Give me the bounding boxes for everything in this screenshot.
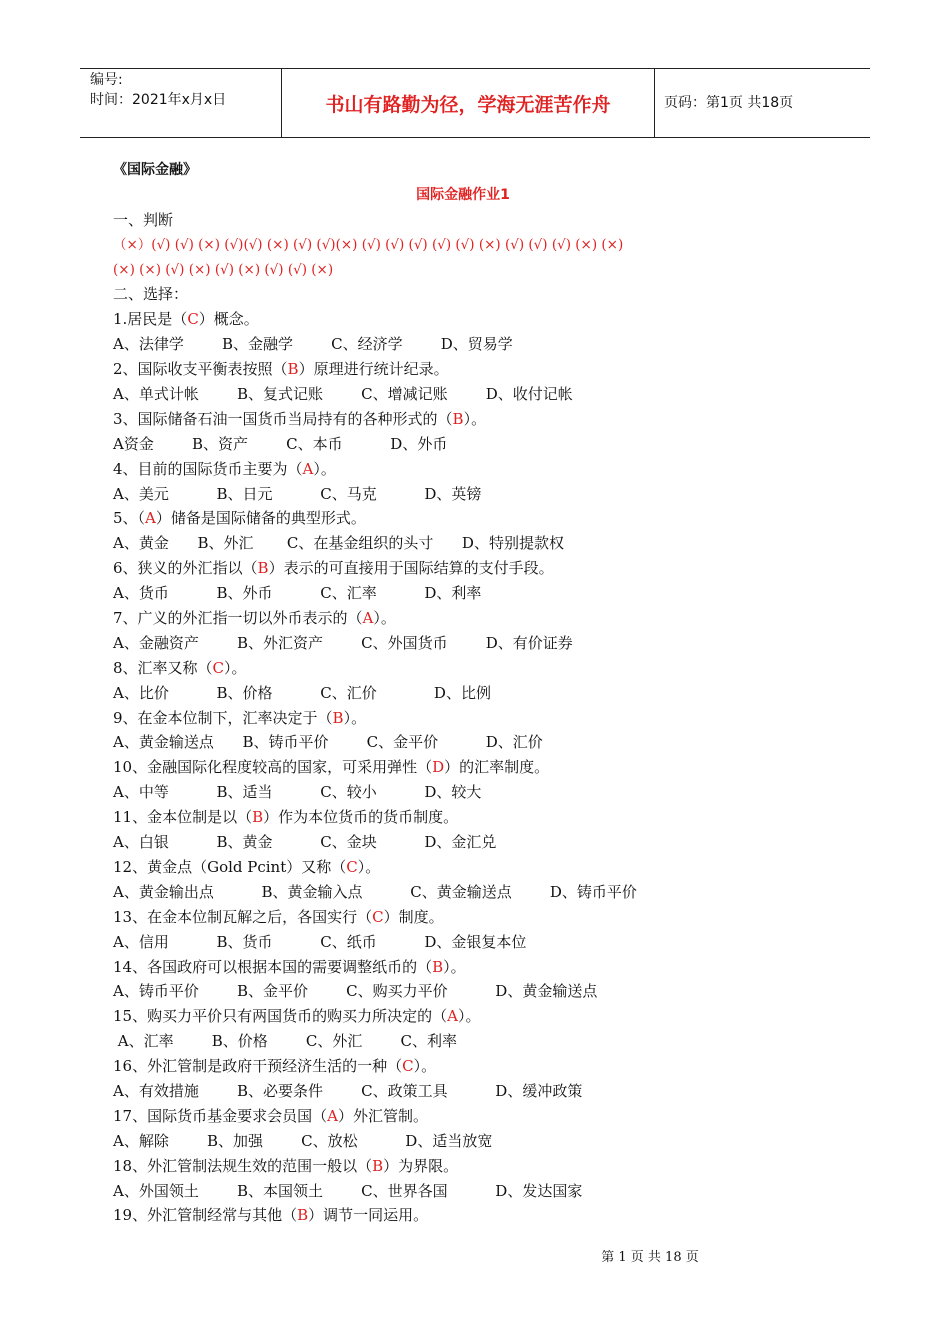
question-text: 16、外汇管制是政府干预经济生活的一种（ bbox=[113, 1057, 403, 1076]
question-text: 12、黄金点（Gold Pcint）又称（ bbox=[113, 857, 347, 876]
question-answer: A bbox=[447, 1007, 458, 1026]
question-text: 13、在金本位制瓦解之后，各国实行（ bbox=[113, 907, 373, 926]
question-options: A、比价 B、价格 C、汇价 D、比例 bbox=[113, 683, 491, 702]
judge-answers-line-2: (×) (×) (√) (×) (√) (×) (√) (√) (×) bbox=[113, 261, 334, 278]
question-text: 7、广义的外汇指一切以外币表示的（ bbox=[113, 609, 363, 628]
question-options: A、黄金输出点 B、黄金输入点 C、黄金输送点 D、铸币平价 bbox=[113, 882, 637, 901]
question-text-tail: ）原理进行统计纪录。 bbox=[298, 360, 449, 379]
question-text: 8、汇率又称（ bbox=[113, 658, 213, 677]
header-meta-cell bbox=[80, 69, 282, 137]
question-text: 4、目前的国际货币主要为（ bbox=[113, 459, 303, 478]
question-text-tail: ）概念。 bbox=[198, 310, 259, 329]
header-page-cell bbox=[655, 69, 870, 137]
question-options: A、外国领土 B、本国领土 C、世界各国 D、发达国家 bbox=[113, 1181, 583, 1200]
question-options: A、中等 B、适当 C、较小 D、较大 bbox=[113, 783, 482, 802]
question-answer: C bbox=[402, 1057, 414, 1076]
question-answer: A bbox=[327, 1106, 338, 1125]
question-19 bbox=[113, 1203, 873, 1228]
time-label: 时间：2021年x月x日 bbox=[90, 92, 227, 108]
question-text: 14、各国政府可以根据本国的需要调整纸币的（ bbox=[113, 957, 433, 976]
question-text-tail: ）。 bbox=[343, 708, 367, 727]
question-answer: A bbox=[362, 609, 374, 628]
question-text: 3、国际储备石油一国货币当局持有的各种形式的（ bbox=[113, 409, 453, 428]
page-info: 页码：第1页 共18页 bbox=[664, 95, 794, 111]
question-6 bbox=[113, 556, 873, 581]
question-15 bbox=[113, 1004, 873, 1029]
question-10 bbox=[113, 755, 873, 780]
question-options: A、有效措施 B、必要条件 C、政策工具 D、缓冲政策 bbox=[113, 1081, 583, 1100]
question-text-tail: ）储备是国际储备的典型形式。 bbox=[155, 509, 366, 528]
question-text-tail: ）。 bbox=[224, 658, 247, 677]
question-answer: B bbox=[257, 559, 269, 578]
course-title: 《国际金融》 bbox=[113, 162, 197, 178]
section-judge-heading: 一、判断 bbox=[113, 210, 174, 229]
question-text-tail: ）。 bbox=[463, 409, 487, 428]
question-text-tail: ）的汇率制度。 bbox=[444, 758, 550, 777]
question-text-tail: ）。 bbox=[373, 609, 396, 628]
question-options: A、汇率 B、价格 C、外汇 C、利率 bbox=[113, 1032, 458, 1051]
question-answer: C bbox=[346, 857, 358, 876]
question-16 bbox=[113, 1054, 873, 1079]
number-label: 编号: bbox=[90, 72, 123, 88]
question-text: 9、在金本位制下，汇率决定于（ bbox=[113, 708, 333, 727]
question-12 bbox=[113, 855, 873, 880]
question-text-tail: ）制度。 bbox=[383, 907, 444, 926]
question-options: A、金融资产 B、外汇资产 C、外国货币 D、有价证券 bbox=[113, 633, 573, 652]
document-header bbox=[80, 68, 870, 138]
question-options: A、单式计帐 B、复式记账 C、增减记账 D、收付记帐 bbox=[113, 385, 573, 404]
question-text-tail: ）。 bbox=[457, 1007, 481, 1026]
question-options: A、铸币平价 B、金平价 C、购买力平价 D、黄金输送点 bbox=[113, 982, 598, 1001]
question-options: A、解除 B、加强 C、放松 D、适当放宽 bbox=[113, 1131, 493, 1150]
question-2 bbox=[113, 357, 873, 382]
page-footer: 第 1 页 共 18 页 bbox=[601, 1250, 699, 1265]
question-answer: B bbox=[332, 708, 344, 727]
question-7 bbox=[113, 606, 873, 631]
question-answer: B bbox=[287, 360, 299, 379]
question-text-tail: ）。 bbox=[357, 857, 381, 876]
question-answer: B bbox=[252, 808, 264, 827]
question-text: 5、（ bbox=[113, 509, 146, 528]
header-motto-cell bbox=[282, 69, 655, 137]
question-answer: A bbox=[145, 509, 156, 528]
question-14 bbox=[113, 955, 873, 980]
question-answer: C bbox=[372, 907, 384, 926]
question-answer: B bbox=[372, 1156, 384, 1175]
question-13 bbox=[113, 905, 873, 930]
question-options: A、货币 B、外币 C、汇率 D、利率 bbox=[113, 584, 482, 603]
question-text: 17、国际货币基金要求会员国（ bbox=[113, 1106, 328, 1125]
question-4 bbox=[113, 457, 873, 482]
document-body bbox=[113, 158, 873, 1228]
question-answer: D bbox=[432, 758, 445, 777]
question-18 bbox=[113, 1154, 873, 1179]
motto: 书山有路勤为径，学海无涯苦作舟 bbox=[325, 93, 611, 116]
question-text: 19、外汇管制经常与其他（ bbox=[113, 1206, 298, 1225]
question-answer: B bbox=[452, 409, 464, 428]
question-text: 18、外汇管制法规生效的范围一般以（ bbox=[113, 1156, 373, 1175]
section-choice-heading: 二、选择： bbox=[113, 285, 189, 304]
question-text: 1.居民是（ bbox=[113, 310, 188, 329]
question-text-tail: ）调节一同运用。 bbox=[308, 1206, 429, 1225]
question-text-tail: ）为界限。 bbox=[383, 1156, 459, 1175]
question-answer: B bbox=[432, 957, 444, 976]
question-text: 15、购买力平价只有两国货币的购买力所决定的（ bbox=[113, 1007, 448, 1026]
question-options: A、黄金 B、外汇 C、在基金组织的头寸 D、特别提款权 bbox=[113, 534, 564, 553]
question-text-tail: ）作为本位货币的货币制度。 bbox=[263, 808, 459, 827]
question-text-tail: ）。 bbox=[443, 957, 466, 976]
question-5 bbox=[113, 506, 873, 531]
question-options: A资金 B、资产 C、本币 D、外币 bbox=[113, 434, 448, 453]
question-text: 6、狭义的外汇指以（ bbox=[113, 559, 258, 578]
assignment-title: 国际金融作业1 bbox=[416, 186, 510, 203]
question-text-tail: ）表示的可直接用于国际结算的支付手段。 bbox=[268, 559, 554, 578]
question-options: A、法律学 B、金融学 C、经济学 D、贸易学 bbox=[113, 335, 513, 354]
question-answer: A bbox=[302, 459, 314, 478]
question-answer: C bbox=[212, 658, 225, 677]
question-17 bbox=[113, 1104, 873, 1129]
question-1 bbox=[113, 307, 873, 332]
question-text-tail: ）外汇管制。 bbox=[337, 1106, 428, 1125]
question-options: A、信用 B、货币 C、纸币 D、金银复本位 bbox=[113, 932, 527, 951]
question-9 bbox=[113, 706, 873, 731]
question-options: A、白银 B、黄金 C、金块 D、金汇兑 bbox=[113, 833, 497, 852]
question-3 bbox=[113, 407, 873, 432]
question-options: A、美元 B、日元 C、马克 D、英镑 bbox=[113, 484, 482, 503]
question-text: 11、金本位制是以（ bbox=[113, 808, 253, 827]
question-answer: B bbox=[297, 1206, 309, 1225]
question-answer: C bbox=[187, 310, 199, 329]
question-text-tail: ）。 bbox=[313, 459, 336, 478]
question-text-tail: ）。 bbox=[413, 1057, 437, 1076]
judge-answers-line-1: （×）(√) (√) (×) (√)(√) (×) (√) (√)(×) (√) (√) (√) (√) (√) (×) (√) (√) (√) (×) (×) bbox=[113, 236, 624, 253]
question-11 bbox=[113, 805, 873, 830]
question-text: 10、金融国际化程度较高的国家，可采用弹性（ bbox=[113, 758, 433, 777]
question-list bbox=[113, 307, 873, 1228]
question-options: A、黄金输送点 B、铸币平价 C、金平价 D、汇价 bbox=[113, 733, 543, 752]
question-8 bbox=[113, 656, 873, 681]
question-text: 2、国际收支平衡表按照（ bbox=[113, 360, 288, 379]
